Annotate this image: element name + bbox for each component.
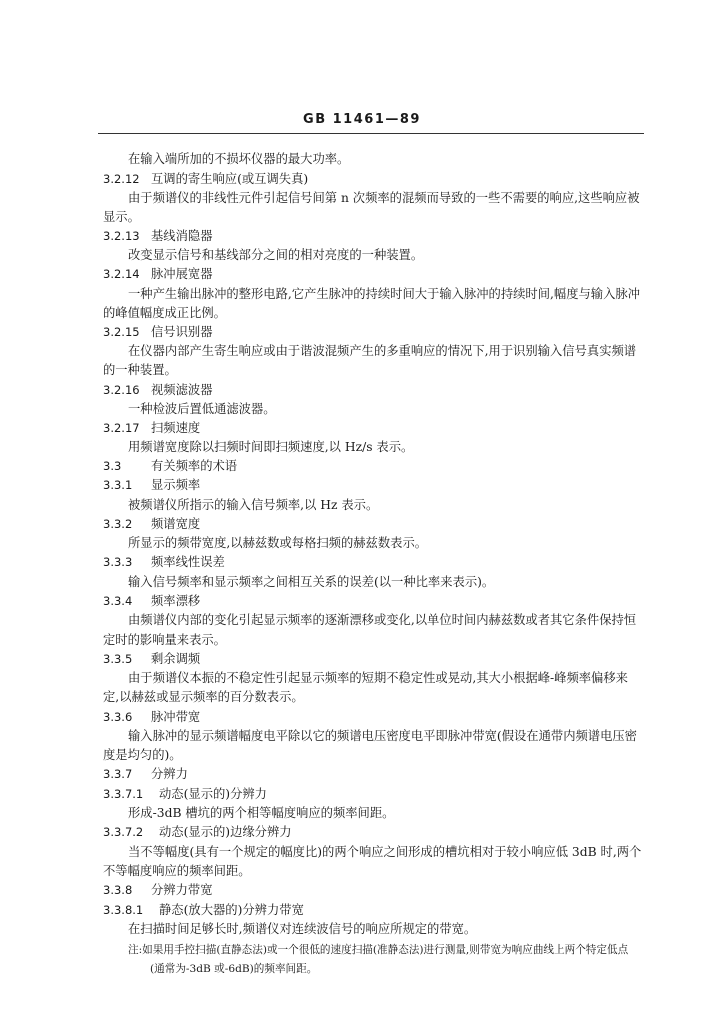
section-heading (103, 903, 304, 917)
section-heading (103, 421, 200, 435)
section-number: 3.3.7.2 (103, 825, 144, 839)
paragraph-line: 定,以赫兹或显示频率的百分数表示。 (103, 690, 304, 704)
section-number: 3.3.6 (103, 710, 133, 724)
paragraph-line: 输入脉冲的显示频谱幅度电平除以它的频谱电压密度电平即脉冲带宽(假设在通带内频谱电压密 (128, 729, 637, 743)
section-title: 脉冲展宽器 (151, 267, 213, 281)
section-number: 3.2.15 (103, 325, 140, 339)
paragraph-line: 的峰值幅度成正比例。 (103, 306, 226, 320)
section-title: 视频滤波器 (151, 383, 213, 397)
section-heading (103, 652, 200, 666)
note-line: 注:如果用手控扫描(直静态法)或一个很低的速度扫描(准静态法)进行测量,则带宽为响应曲线上两个特定低点 (128, 944, 629, 956)
section-number: 3.2.13 (103, 229, 140, 243)
section-title: 频率线性误差 (151, 555, 225, 569)
section-title: 分辨力 (151, 767, 188, 781)
paragraph-line: 的一种装置。 (103, 363, 177, 377)
section-number: 3.3.5 (103, 652, 133, 666)
paragraph-line: 所显示的频带宽度,以赫兹数或每格扫频的赫兹数表示。 (128, 536, 428, 550)
section-number: 3.3.8 (103, 883, 133, 897)
section-number: 3.2.12 (103, 172, 140, 186)
paragraph-line: 度是均匀的)。 (103, 748, 182, 762)
section-title: 信号识别器 (151, 325, 213, 339)
section-heading (103, 325, 213, 339)
paragraph-line: 在扫描时间足够长时,频谱仪对连续波信号的响应所规定的带宽。 (128, 922, 477, 936)
section-title: 脉冲带宽 (151, 710, 201, 724)
paragraph-line: 一种产生输出脉冲的整形电路,它产生脉冲的持续时间大于输入脉冲的持续时间,幅度与输入脉冲 (128, 287, 640, 301)
paragraph-line: 在输入端所加的不损坏仪器的最大功率。 (128, 152, 350, 166)
note-line: (通常为-3dB 或-6dB)的频率间距。 (150, 963, 318, 975)
section-title: 互调的寄生响应(或互调失真) (151, 172, 309, 186)
paragraph-line: 不等幅度响应的频率间距。 (103, 864, 251, 878)
section-heading (103, 787, 267, 801)
paragraph-line: 当不等幅度(具有一个规定的幅度比)的两个响应之间形成的槽坑相对于较小响应低 3dB 时,两个 (128, 845, 642, 859)
section-heading (103, 517, 200, 531)
section-title: 显示频率 (151, 478, 201, 492)
section-heading (103, 767, 188, 781)
paragraph-line: 定时的影响量来表示。 (103, 633, 226, 647)
section-number: 3.3.4 (103, 594, 133, 608)
header-rule (98, 133, 644, 134)
section-number: 3.3 (103, 459, 122, 473)
paragraph-line: 由于频谱仪本振的不稳定性引起显示频率的短期不稳定性或晃动,其大小根据峰-峰频率偏移来 (128, 671, 628, 685)
section-title: 静态(放大器的)分辨力带宽 (159, 903, 304, 917)
section-heading (103, 594, 200, 608)
section-heading (103, 229, 213, 243)
section-number: 3.3.3 (103, 555, 133, 569)
paragraph-line: 由于频谱仪的非线性元件引起信号间第 n 次频率的混频而导致的一些不需要的响应,这些响应被 (128, 191, 640, 205)
section-title: 有关频率的术语 (151, 459, 238, 473)
section-heading (103, 555, 225, 569)
section-heading (103, 172, 308, 186)
paragraph-line: 被频谱仪所指示的输入信号频率,以 Hz 表示。 (128, 498, 379, 512)
section-number: 3.3.7.1 (103, 787, 144, 801)
section-title: 频谱宽度 (151, 517, 201, 531)
paragraph-line: 形成-3dB 槽坑的两个相等幅度响应的频率间距。 (128, 806, 395, 820)
paragraph-line: 改变显示信号和基线部分之间的相对亮度的一种装置。 (128, 248, 424, 262)
section-title: 分辨力带宽 (151, 883, 213, 897)
section-title: 基线消隐器 (151, 229, 213, 243)
section-title: 动态(显示的)边缘分辨力 (159, 825, 292, 839)
section-number: 3.2.17 (103, 421, 140, 435)
section-number: 3.3.7 (103, 767, 133, 781)
section-heading (103, 883, 213, 897)
section-number: 3.2.14 (103, 267, 140, 281)
section-heading (103, 459, 237, 473)
paragraph-line: 显示。 (103, 210, 140, 224)
section-number: 3.3.1 (103, 478, 133, 492)
paragraph-line: 一种检波后置低通滤波器。 (128, 402, 276, 416)
section-heading (103, 478, 200, 492)
section-number: 3.3.8.1 (103, 903, 144, 917)
section-number: 3.3.2 (103, 517, 133, 531)
standard-code-header: GB 11461—89 (303, 112, 421, 127)
paragraph-line: 用频谱宽度除以扫频时间即扫频速度,以 Hz/s 表示。 (128, 440, 414, 454)
section-heading (103, 383, 213, 397)
section-title: 频率漂移 (151, 594, 201, 608)
paragraph-line: 输入信号频率和显示频率之间相互关系的误差(以一种比率来表示)。 (128, 575, 495, 589)
section-heading (103, 267, 213, 281)
section-title: 动态(显示的)分辨力 (159, 787, 267, 801)
paragraph-line: 由频谱仪内部的变化引起显示频率的逐渐漂移或变化,以单位时间内赫兹数或者其它条件保持恒 (128, 613, 637, 627)
section-number: 3.2.16 (103, 383, 140, 397)
section-title: 剩余调频 (151, 652, 201, 666)
section-heading (103, 825, 292, 839)
paragraph-line: 在仪器内部产生寄生响应或由于谐波混频产生的多重响应的情况下,用于识别输入信号真实频谱 (128, 344, 637, 358)
section-heading (103, 710, 200, 724)
section-title: 扫频速度 (151, 421, 201, 435)
